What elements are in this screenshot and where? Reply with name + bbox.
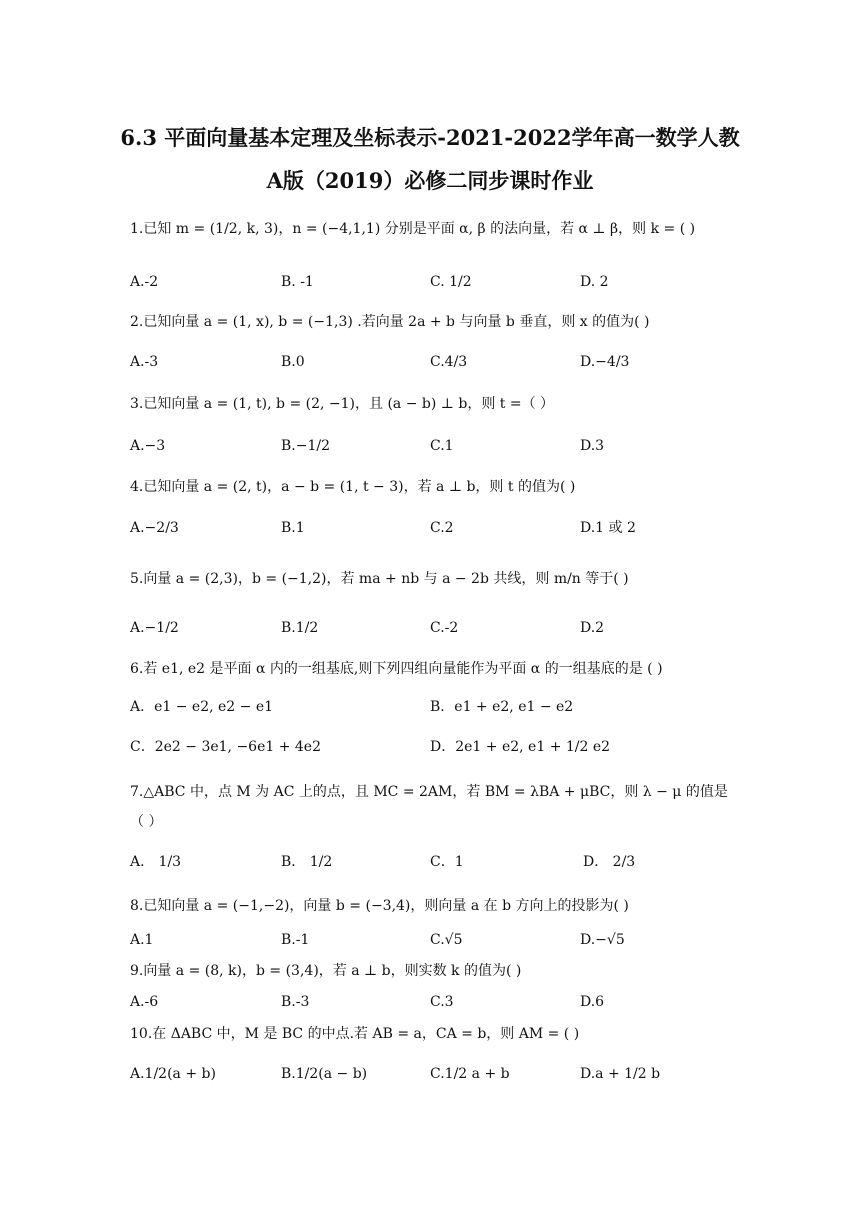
q8-option-c: C.√5 [430, 932, 463, 948]
q3-option-d: D.3 [580, 438, 605, 454]
q4-option-b: B.1 [281, 520, 305, 536]
q10-option-d: D.a + 1/2 b [580, 1066, 661, 1082]
question-8-stem: 8.已知向量 a = (−1,−2)，向量 b = (−3,4)，则向量 a 在 b 方向上的投影为( ) [130, 898, 629, 914]
question-9-stem: 9.向量 a = (8, k)，b = (3,4)，若 a ⊥ b，则实数 k 的值为( ) [130, 963, 522, 979]
q4-option-c: C.2 [430, 520, 454, 536]
q7-option-c: C．1 [430, 854, 464, 870]
q3-option-b: B.−1/2 [281, 438, 330, 454]
q2-option-d: D.−4/3 [580, 354, 630, 370]
question-7-stem: 7.△ABC 中，点 M 为 AC 上的点，且 MC = 2AM，若 BM = λBA + μBC，则 λ − μ 的值是 [130, 784, 728, 800]
q5-option-c: C.-2 [430, 620, 459, 636]
q9-option-b: B.-3 [281, 994, 310, 1010]
q5-option-b: B.1/2 [281, 620, 319, 636]
q1-option-a: A.-2 [130, 274, 159, 290]
q1-option-b: B. -1 [281, 274, 314, 290]
q7-option-b: B． 1/2 [281, 854, 333, 870]
q8-option-b: B.-1 [281, 932, 310, 948]
q10-option-c: C.1/2 a + b [430, 1066, 510, 1082]
q4-option-a: A.−2/3 [130, 520, 179, 536]
q1-option-c: C. 1/2 [430, 274, 472, 290]
q7-option-d: D． 2/3 [583, 854, 636, 870]
q3-option-c: C.1 [430, 438, 454, 454]
q4-option-d: D.1 或 2 [580, 520, 636, 536]
q7-option-a: A． 1/3 [130, 854, 182, 870]
q8-option-a: A.1 [130, 932, 154, 948]
doc-title-line2: A版（2019）必修二同步课时作业 [266, 168, 594, 193]
q2-option-b: B.0 [281, 354, 305, 370]
q9-option-a: A.-6 [130, 994, 159, 1010]
q10-option-b: B.1/2(a − b) [281, 1066, 368, 1082]
question-3-stem: 3.已知向量 a = (1, t), b = (2, −1)，且 (a − b) ⊥ b，则 t =（ ） [130, 396, 555, 412]
q5-option-a: A.−1/2 [130, 620, 179, 636]
q1-option-d: D. 2 [580, 274, 609, 290]
question-2-stem: 2.已知向量 a = (1, x), b = (−1,3) .若向量 2a + b 与向量 b 垂直，则 x 的值为( ) [130, 314, 650, 330]
q3-option-a: A.−3 [130, 438, 166, 454]
q8-option-d: D.−√5 [580, 932, 625, 948]
q6-option-a: A．e1 − e2, e2 − e1 [130, 699, 274, 715]
q9-option-c: C.3 [430, 994, 454, 1010]
q6-option-c: C．2e2 − 3e1, −6e1 + 4e2 [130, 739, 322, 755]
question-4-stem: 4.已知向量 a = (2, t)，a − b = (1, t − 3)，若 a ⊥ b，则 t 的值为( ) [130, 479, 576, 495]
q10-option-a: A.1/2(a + b) [130, 1066, 216, 1082]
q2-option-a: A.-3 [130, 354, 159, 370]
question-5-stem: 5.向量 a = (2,3)，b = (−1,2)，若 ma + nb 与 a − 2b 共线，则 m/n 等于( ) [130, 571, 629, 587]
question-10-stem: 10.在 ΔABC 中，M 是 BC 的中点.若 AB = a，CA = b，则 AM = ( ) [130, 1026, 580, 1042]
question-7-stem-continued: （ ） [130, 814, 163, 830]
q2-option-c: C.4/3 [430, 354, 468, 370]
q5-option-d: D.2 [580, 620, 605, 636]
question-6-stem: 6.若 e1, e2 是平面 α 内的一组基底,则下列四组向量能作为平面 α 的一组基底的是 ( ) [130, 661, 663, 677]
q9-option-d: D.6 [580, 994, 605, 1010]
doc-title-line1: 6.3 平面向量基本定理及坐标表示-2021-2022学年高一数学人教 [120, 125, 740, 150]
q6-option-b: B．e1 + e2, e1 − e2 [430, 699, 574, 715]
q6-option-d: D．2e1 + e2, e1 + 1/2 e2 [430, 739, 611, 755]
question-1-stem: 1.已知 m = (1/2, k, 3)，n = (−4,1,1) 分别是平面 α, β 的法向量，若 α ⊥ β，则 k = ( ) [130, 221, 696, 237]
